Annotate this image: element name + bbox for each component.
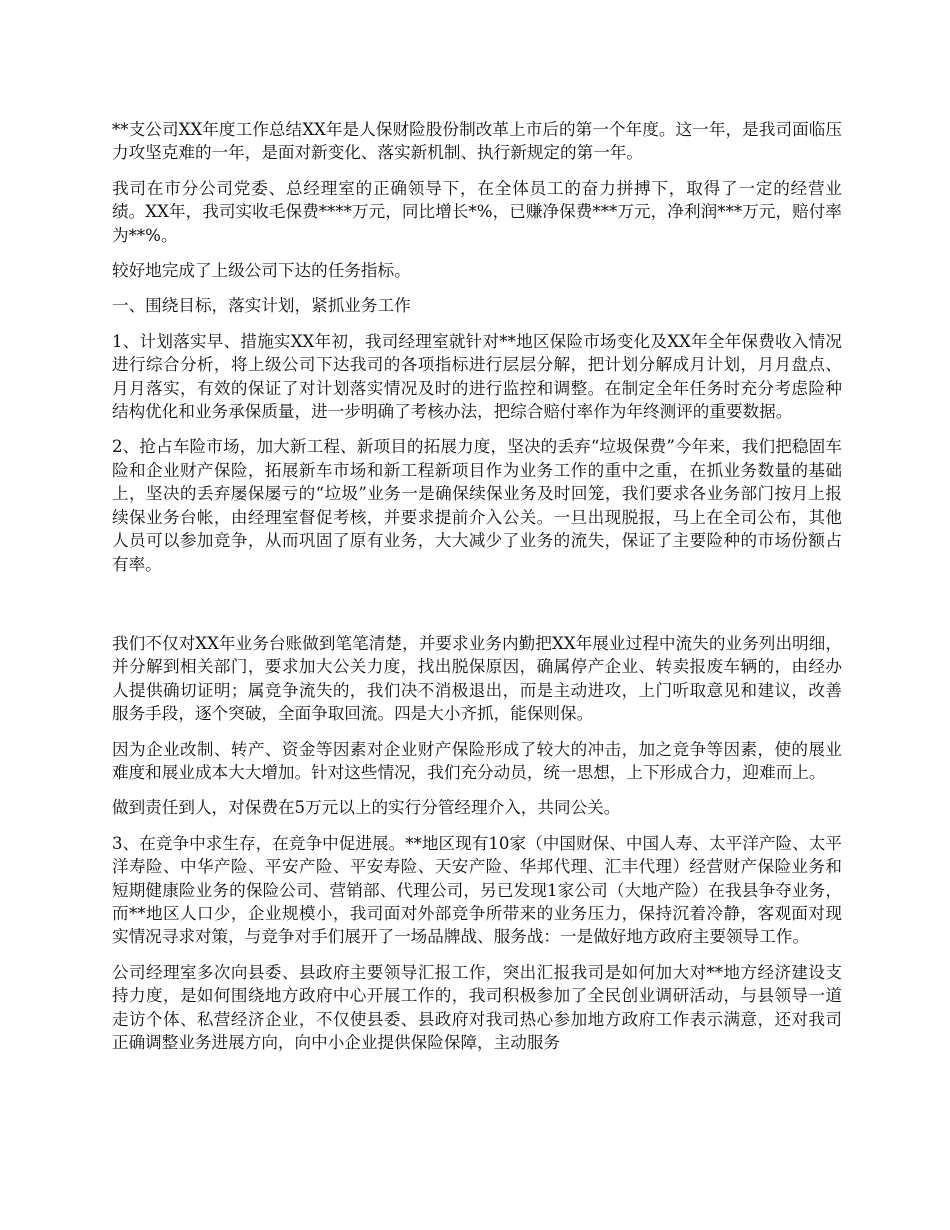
paragraph-intro: **支公司XX年度工作总结XX年是人保财险股份制改革上市后的第一个年度。这一年，是我司面临压力攻坚克难的一年，是面对新变化、落实新机制、执行新规定的第一年。 (112, 120, 842, 163)
paragraph-responsibility: 做到责任到人，对保费在5万元以上的实行分管经理介入，共同公关。 (112, 798, 621, 818)
paragraph-performance: 我司在市分公司党委、总经理室的正确领导下，在全体员工的奋力拼搏下，取得了一定的经营业绩。XX年，我司实收毛保费****万元，同比增长*%，已赚净保费***万元，净利润***万元，赔付率为**%。 (112, 178, 842, 245)
paragraph-item-2: 2、抢占车险市场，加大新工程、新项目的拓展力度，坚决的丢弃“垃圾保费”今年来，我们把稳固车险和企业财产保险，拓展新车市场和新工程新项目作为业务工作的重中之重，在抓业务数量的基础上，坚决的丢弃屡保屡亏的“垃圾”业务一是确保续保业务及时回笼，我们要求各业务部门按月上报续保业务台帐，由经理室督促考核，并要求提前介入公关。一旦出现脱报，马上在全司公布，其他人员可以参加竞争，从而巩固了原有业务，大大减少了业务的流失，保证了主要险种的市场份额占有率。 (112, 437, 842, 574)
document-body (112, 118, 842, 1066)
paragraph-reform-impact: 因为企业改制、转产、资金等因素对企业财产保险形成了较大的冲击，加之竞争等因素，使的展业难度和展业成本大大增加。针对这些情况，我们充分动员，统一思想，上下形成合力，迎难而上。 (112, 739, 842, 782)
paragraph-item-3: 3、在竞争中求生存，在竞争中促进展。**地区现有10家（中国财保、中国人寿、太平洋产险、太平洋寿险、中华产险、平安产险、平安寿险、天安产险、华邦代理、汇丰代理）经营财产保险业务和短期健康险业务的保险公司、营销部、代理公司，另已发现1家公司（大地产险）在我县争夺业务，而**地区人口少，企业规模小，我司面对外部竞争所带来的业务压力，保持沉着冷静，客观面对现实情况寻求对策，与竞争对手们展开了一场品牌战、服务战：一是做好地方政府主要领导工作。 (112, 833, 842, 947)
section-heading-1: 一、围绕目标，落实计划，紧抓业务工作 (112, 296, 411, 316)
paragraph-item-1: 1、计划落实早、措施实XX年初，我司经理室就针对**地区保险市场变化及XX年全年保费收入情况进行综合分析，将上级公司下达我司的各项指标进行层层分解，把计划分解成月计划，月月盘点、月月落实，有效的保证了对计划落实情况及时的进行监控和调整。在制定全年任务时充分考虑险种结构优化和业务承保质量，进一步明确了考核办法，把综合赔付率作为年终测评的重要数据。 (112, 331, 842, 422)
paragraph-targets: 较好地完成了上级公司下达的任务指标。 (112, 261, 411, 281)
paragraph-government: 公司经理室多次向县委、县政府主要领导汇报工作，突出汇报我司是如何加大对**地方经济建设支持力度，是如何围绕地方政府中心开展工作的，我司积极参加了全民创业调研活动，与县领导一道走访个体、私营经济企业，不仅使县委、县政府对我司热心参加地方政府工作表示满意，还对我司正确调整业务进展方向，向中小企业提供保险保障，主动服务 (112, 962, 842, 1052)
paragraph-ledger: 我们不仅对XX年业务台账做到笔笔清楚，并要求业务内勤把XX年展业过程中流失的业务列出明细，并分解到相关部门，要求加大公关力度，找出脱保原因，确属停产企业、转卖报废车辆的，由经办人提供确切证明；属竞争流失的，我们决不消极退出，而是主动进攻，上门听取意见和建议，改善服务手段，逐个突破，全面争取回流。四是大小齐抓，能保则保。 (112, 633, 842, 724)
